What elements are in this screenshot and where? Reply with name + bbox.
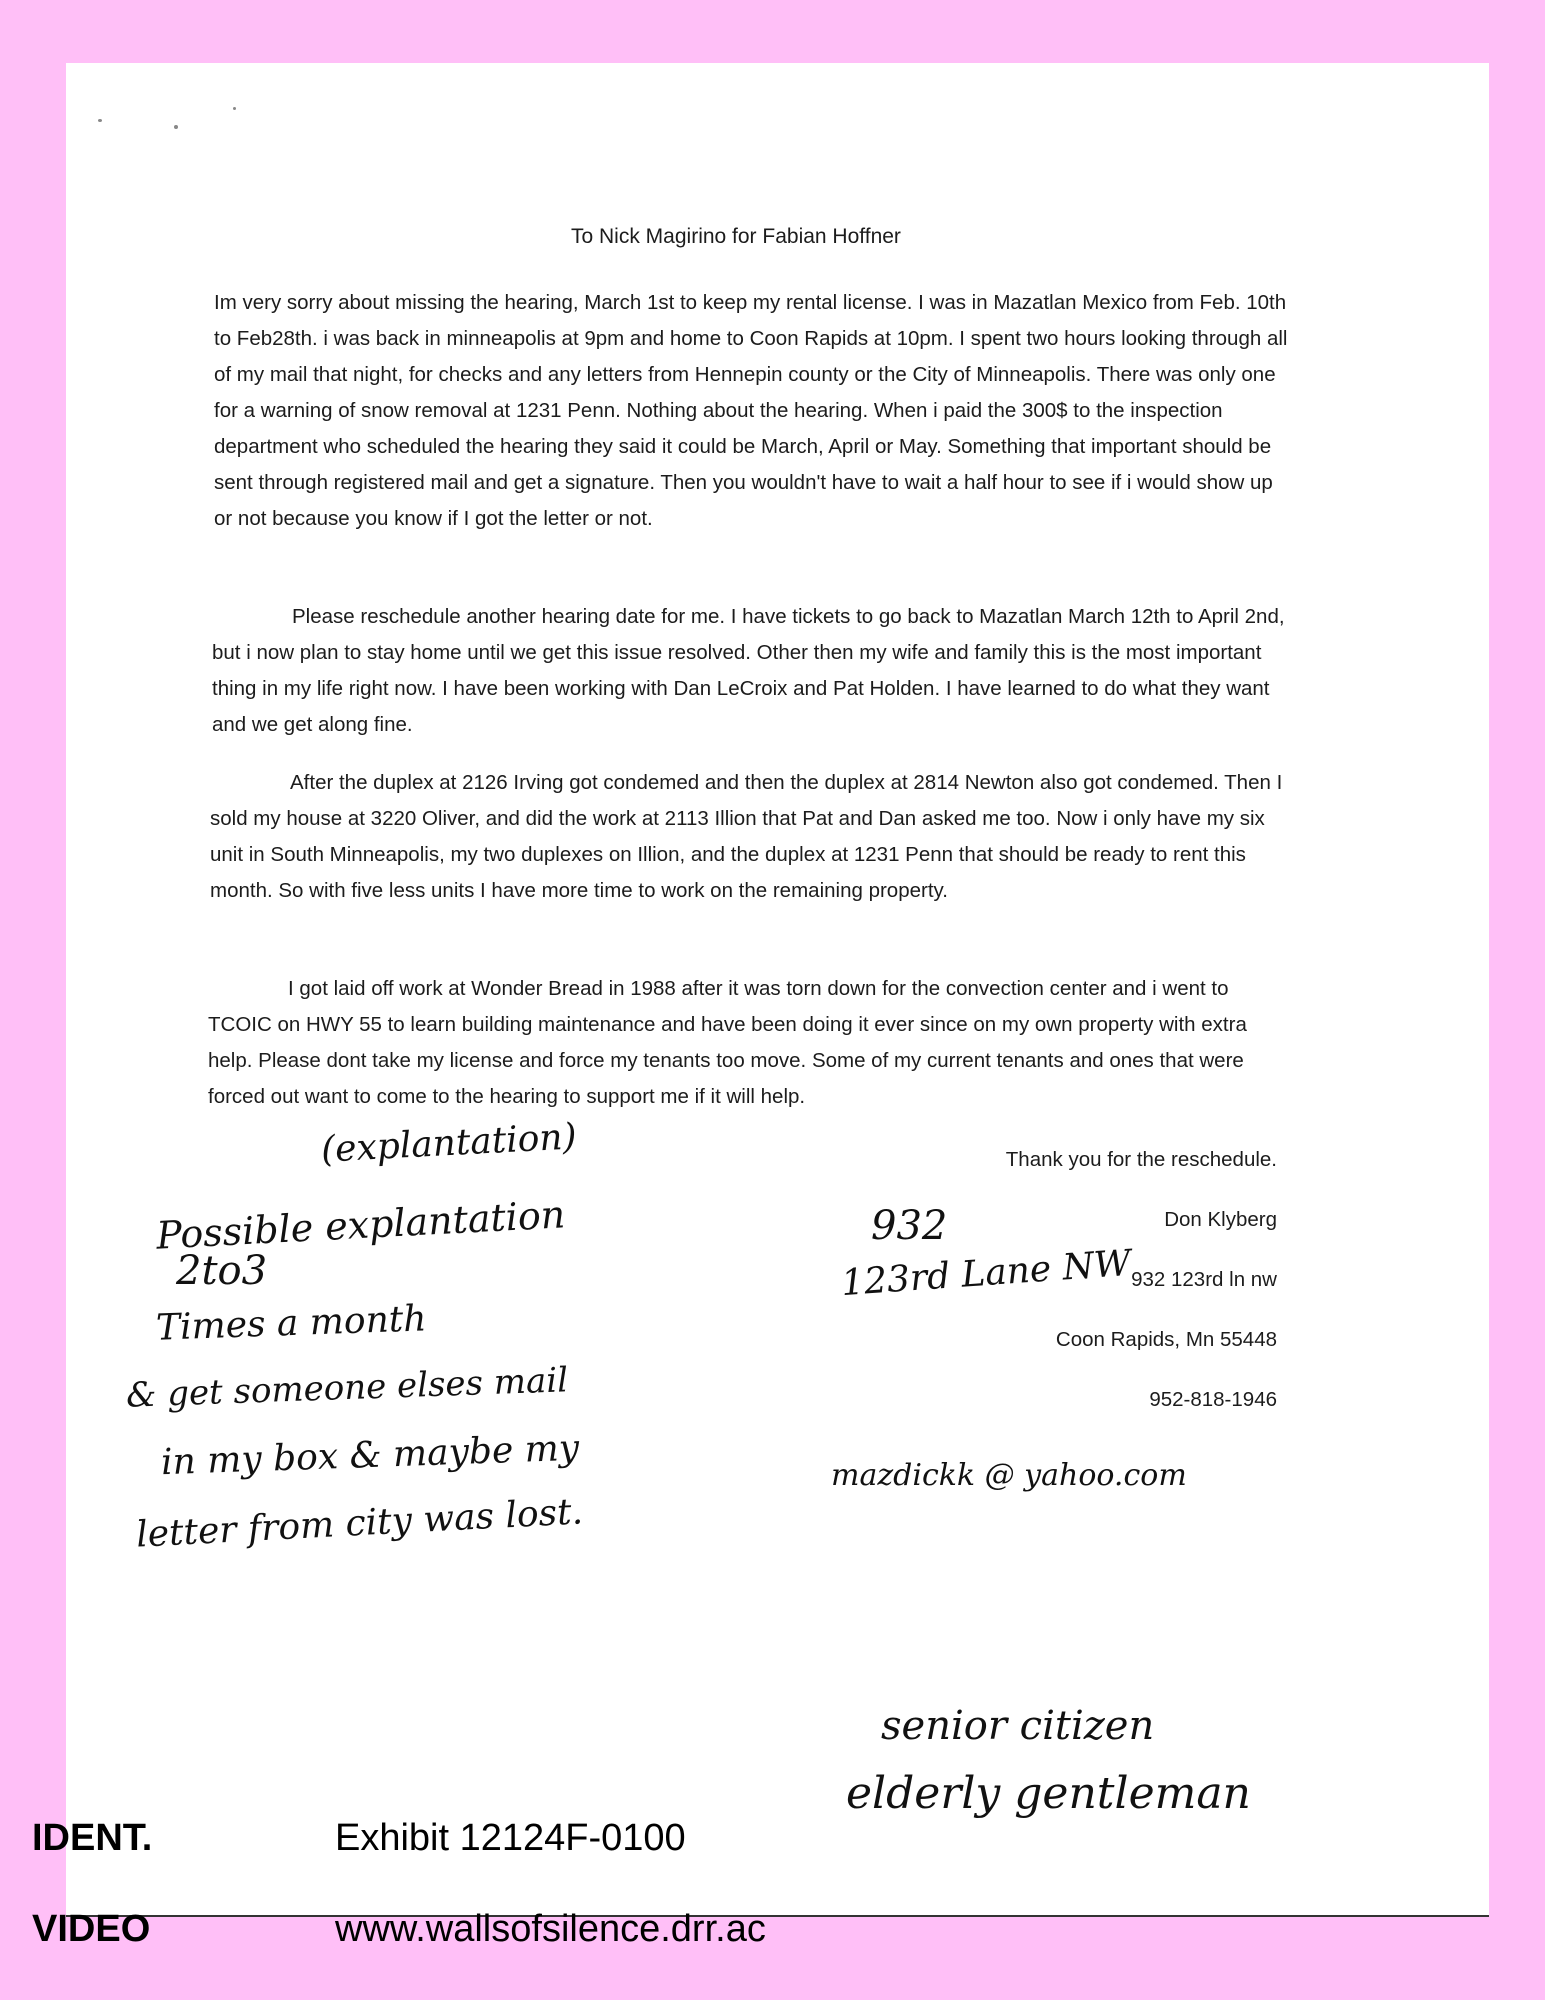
letter-page <box>66 63 1489 1915</box>
address-line-2: Coon Rapids, Mn 55448 <box>1055 1328 1277 1351</box>
handwritten-address-street: 123rd Lane NW <box>839 1242 1133 1305</box>
handwritten-note-line: Possible explantation <box>155 1192 567 1258</box>
scan-speck <box>98 119 102 122</box>
ident-value: Exhibit 12124F-0100 <box>335 1817 686 1859</box>
scan-speck <box>174 125 178 129</box>
handwritten-explanation: (explantation) <box>320 1116 578 1171</box>
handwritten-address-number: 932 <box>871 1203 948 1249</box>
paragraph-text: I got laid off work at Wonder Bread in 1988 after it was torn down for the convection center and i went to TCOIC on HWY 55 to learn building maintenance and have been doing it ever since on my own property with extra help. Please dont take my license and force my tenants too move. Some of my current tenants and ones that were forced out want to come to the hearing to support me if it will help. <box>208 977 1247 1108</box>
video-link[interactable]: www.wallsofsilence.drr.ac <box>335 1908 766 1950</box>
paragraph-text: Please reschedule another hearing date for me. I have tickets to go back to Mazatlan March 12th to April 2nd, but i now plan to stay home until we get this issue resolved. Other then my wife and family this is the most important thing in my life right now. I have been working with Dan LeCroix and Pat Holden. I have learned to do what they want and we get along fine. <box>212 605 1285 736</box>
letter-paragraph-2 <box>212 599 1287 743</box>
letter-paragraph-3 <box>210 765 1285 909</box>
letter-salutation: To Nick Magirino for Fabian Hoffner <box>571 225 901 248</box>
signer-name: Don Klyberg <box>1164 1208 1277 1231</box>
handwritten-note-line: 2to3 <box>176 1248 268 1294</box>
handwritten-elderly-gentleman: elderly gentleman <box>846 1768 1251 1819</box>
ident-label: IDENT. <box>32 1817 153 1859</box>
handwritten-email: mazdickk @ yahoo.com <box>831 1458 1187 1493</box>
paragraph-text: After the duplex at 2126 Irving got condemed and then the duplex at 2814 Newton also got condemed. Then I sold my house at 3220 Oliver, and did the work at 2113 Illion that Pat and Dan asked me too. Now i only have my six unit in South Minneapolis, my two duplexes on Illion, and the duplex at 1231 Penn that should be ready to rent this month. So with five less units I have more time to work on the remaining property. <box>210 771 1283 902</box>
handwritten-note-line: in my box & maybe my <box>160 1427 580 1484</box>
paragraph-text: Im very sorry about missing the hearing, March 1st to keep my rental license. I was in Mazatlan Mexico from Feb. 10th to Feb28th. i was back in minneapolis at 9pm and home to Coon Rapids at 10pm. I spent two hours looking through all of my mail that night, for checks and any letters from Hennepin county or the City of Minneapolis. There was only one for a warning of snow removal at 1231 Penn. Nothing about the hearing. When i paid the 300$ to the inspection department who scheduled the hearing they said it could be March, April or May. Something that important should be sent through registered mail and get a signature. Then you wouldn't have to wait a half hour to see if i would show up or not because you know if I got the letter or not. <box>214 291 1288 530</box>
handwritten-note-line: & get someone elses mail <box>125 1360 569 1416</box>
letter-paragraph-1 <box>214 285 1289 537</box>
handwritten-note-line: Times a month <box>155 1298 428 1349</box>
scan-speck <box>233 107 236 110</box>
phone-number: 952-818-1946 <box>1149 1388 1277 1411</box>
letter-closing: Thank you for the reschedule. <box>1005 1148 1277 1171</box>
video-label: VIDEO <box>32 1908 151 1950</box>
address-line-1: 932 123rd ln nw <box>1131 1268 1277 1291</box>
footer-divider <box>66 1915 1489 1917</box>
letter-paragraph-4 <box>208 971 1283 1115</box>
handwritten-note-line: letter from city was lost. <box>135 1491 584 1556</box>
handwritten-senior-citizen: senior citizen <box>881 1703 1155 1749</box>
